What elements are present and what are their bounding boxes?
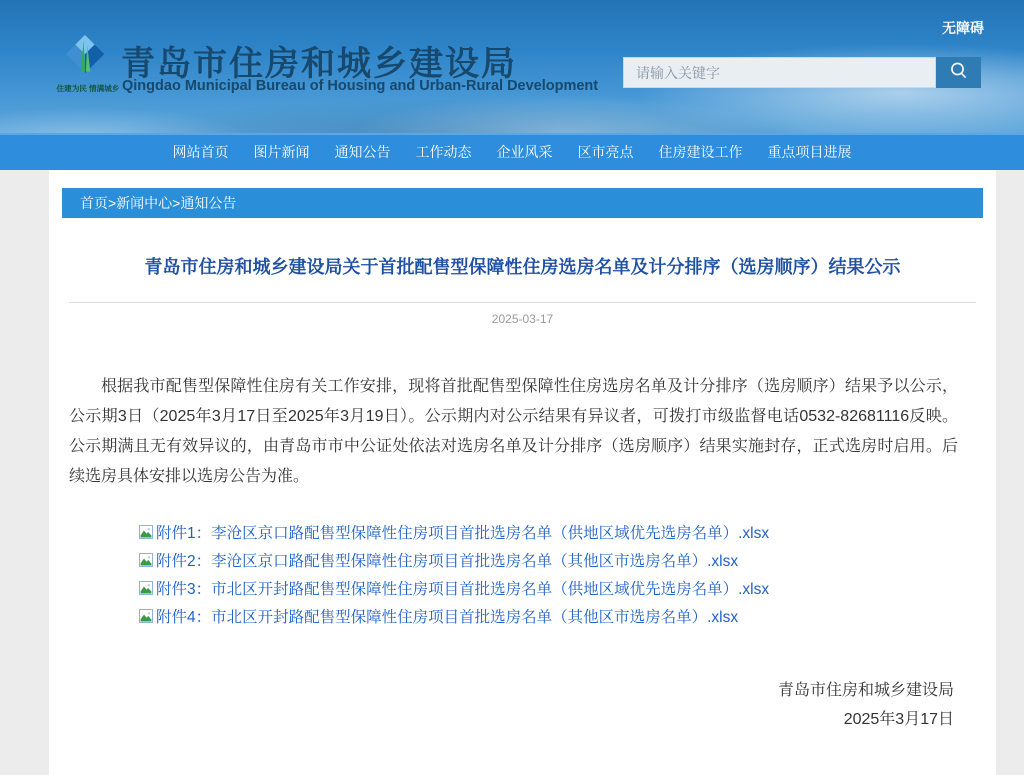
main-navigation (0, 133, 1024, 170)
signature-org: 青岛市住房和城乡建设局 (777, 682, 954, 699)
title-divider (69, 302, 976, 303)
page-background (0, 170, 1024, 775)
attachment-link-3[interactable]: 附件3：市北区开封路配售型保障性住房项目首批选房名单（供地区域优先选房名单）.xlsx (156, 581, 770, 598)
header-banner (0, 0, 1024, 133)
search-input[interactable] (623, 57, 936, 88)
magnifier-icon (948, 60, 970, 85)
article-date: 2025-03-17 (491, 312, 554, 326)
article-title: 青岛市住房和城乡建设局关于首批配售型保障性住房选房名单及计分排序（选房顺序）结果公示 (144, 257, 901, 277)
bureau-logo-icon (62, 63, 108, 80)
attachment-row[interactable] (139, 602, 996, 630)
nav-item-work-updates[interactable]: 工作动态 (415, 143, 472, 160)
attachment-list (139, 518, 996, 630)
file-image-icon (139, 553, 153, 567)
file-image-icon (139, 525, 153, 539)
site-search (623, 57, 981, 88)
attachment-link-1[interactable]: 附件1：李沧区京口路配售型保障性住房项目首批选房名单（供地区域优先选房名单）.xlsx (156, 525, 770, 542)
attachment-row[interactable] (139, 546, 996, 574)
attachment-row[interactable] (139, 574, 996, 602)
content-card (49, 170, 996, 775)
nav-item-key-projects[interactable]: 重点项目进展 (767, 143, 852, 160)
signature-date: 2025年3月17日 (843, 711, 954, 728)
logo-slogan: 住建为民 情满城乡 (56, 84, 120, 93)
file-image-icon (139, 581, 153, 595)
attachment-link-4[interactable]: 附件4：市北区开封路配售型保障性住房项目首批选房名单（其他区市选房名单）.xlsx (156, 609, 739, 626)
nav-item-photo-news[interactable]: 图片新闻 (253, 143, 310, 160)
article-signature (49, 676, 954, 734)
nav-item-district-highlights[interactable]: 区市亮点 (577, 143, 634, 160)
nav-item-home[interactable]: 网站首页 (172, 143, 229, 160)
nav-item-housing-construction[interactable]: 住房建设工作 (658, 143, 743, 160)
article-body (69, 372, 958, 492)
article-paragraph: 根据我市配售型保障性住房有关工作安排，现将首批配售型保障性住房选房名单及计分排序（选房顺序）结果予以公示，公示期3日（2025年3月17日至2025年3月19日）。公示期内对公示结果有异议者，可拨打市级监督电话0532-82681116反映。公示期满且无有效异议的，由青岛市市中公证处依法对选房名单及计分排序（选房顺序）结果实施封存，正式选房时启用。后续选房具体安排以选房公告为准。 (69, 378, 958, 485)
attachment-row[interactable] (139, 518, 996, 546)
file-image-icon (139, 609, 153, 623)
accessibility-link[interactable]: 无障碍 (942, 20, 984, 36)
attachment-link-2[interactable]: 附件2：李沧区京口路配售型保障性住房项目首批选房名单（其他区市选房名单）.xlsx (156, 553, 739, 570)
breadcrumb[interactable]: 首页>新闻中心>通知公告 (62, 188, 983, 218)
nav-item-enterprise[interactable]: 企业风采 (496, 143, 553, 160)
search-button[interactable] (936, 57, 981, 88)
nav-item-notices[interactable]: 通知公告 (334, 143, 391, 160)
site-logo (55, 34, 120, 94)
site-subtitle: Qingdao Municipal Bureau of Housing and Urban-Rural Development (122, 78, 599, 94)
site-title: 青岛市住房和城乡建设局 (121, 45, 517, 83)
